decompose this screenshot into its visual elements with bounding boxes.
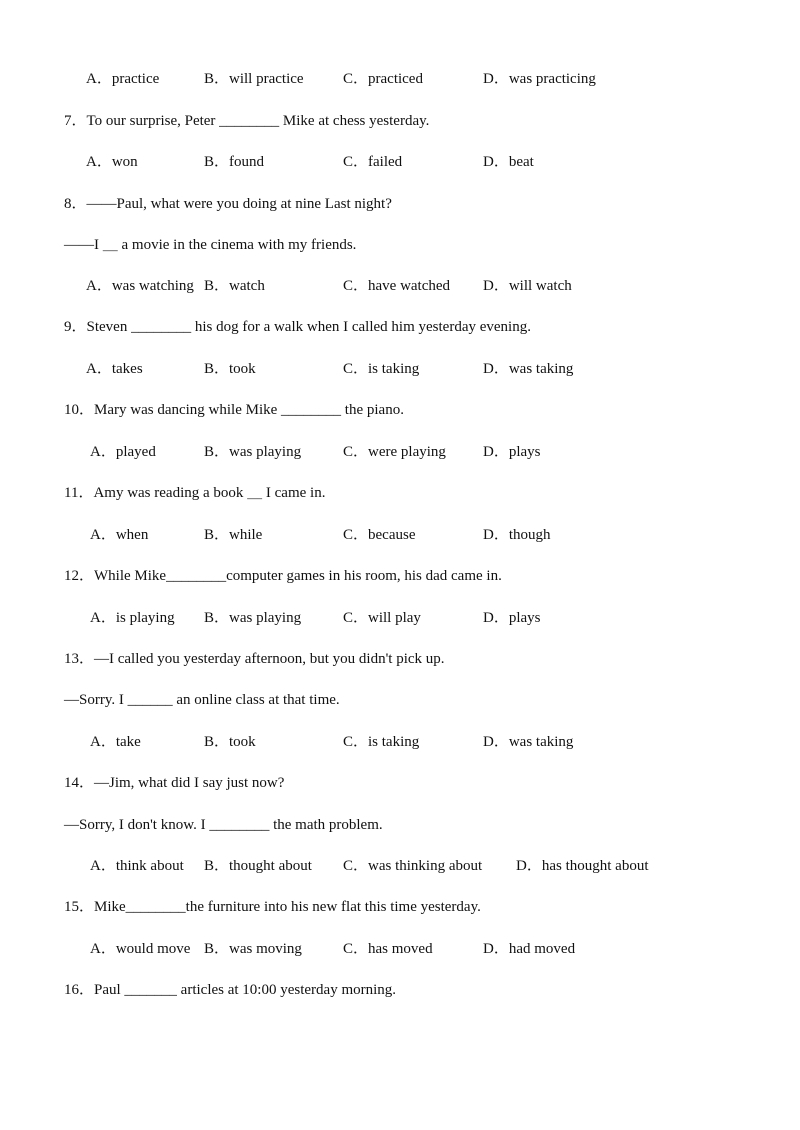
option-c: C．have watched [343, 278, 451, 294]
option-c: C．were playing [343, 444, 446, 460]
option-b: B．took [204, 734, 256, 750]
option-b: B．found [204, 154, 265, 170]
question-11: 11．Amy was reading a book ＿ I came in. [64, 485, 326, 501]
option-c: C．is taking [343, 734, 420, 750]
option-b: B．was moving [204, 941, 302, 957]
option-c: C．is taking [343, 361, 420, 377]
option-d: D．beat [483, 154, 534, 170]
option-d: D．was practicing [483, 71, 596, 87]
question-14: 14．—Jim, what did I say just now? [64, 775, 285, 791]
option-a: A．played [90, 444, 156, 460]
option-d: D．plays [483, 610, 541, 626]
option-b: B．watch [204, 278, 265, 294]
option-a: A．think about [90, 858, 184, 874]
option-b: B．was playing [204, 610, 302, 626]
option-a: A．is playing [90, 610, 175, 626]
question-15: 15．Mike________the furniture into his new flat this time yesterday. [64, 899, 481, 915]
option-c: C．was thinking about [343, 858, 483, 874]
option-b: B．will practice [204, 71, 304, 87]
option-a: A．when [90, 527, 149, 543]
question-7: 7．To our surprise, Peter ________ Mike at chess yesterday. [64, 113, 430, 129]
option-d: D．had moved [483, 941, 576, 957]
option-d: D．has thought about [516, 858, 649, 874]
option-d: D．was taking [483, 734, 574, 750]
option-c: C．because [343, 527, 416, 543]
option-b: B．took [204, 361, 256, 377]
question-14-reply: —Sorry, I don't know. I ________ the math problem. [64, 817, 383, 833]
option-d: D．was taking [483, 361, 574, 377]
option-c: C．practiced [343, 71, 423, 87]
question-9: 9．Steven ________ his dog for a walk when I called him yesterday evening. [64, 319, 531, 335]
option-a: A．was watching [86, 278, 194, 294]
option-d: D．plays [483, 444, 541, 460]
option-d: D．will watch [483, 278, 572, 294]
option-c: C．has moved [343, 941, 433, 957]
option-a: A．takes [86, 361, 143, 377]
option-d: D．though [483, 527, 551, 543]
option-a: A．take [90, 734, 141, 750]
option-c: C．will play [343, 610, 421, 626]
question-8: 8．——Paul, what were you doing at nine Last night? [64, 196, 392, 212]
option-a: A．would move [90, 941, 191, 957]
option-a: A．won [86, 154, 138, 170]
question-10: 10．Mary was dancing while Mike ________ the piano. [64, 402, 404, 418]
option-c: C．failed [343, 154, 403, 170]
option-b: B．was playing [204, 444, 302, 460]
question-12: 12．While Mike________computer games in his room, his dad came in. [64, 568, 502, 584]
option-b: B．thought about [204, 858, 312, 874]
option-a: A．practice [86, 71, 160, 87]
option-b: B．while [204, 527, 263, 543]
question-13-reply: —Sorry. I ______ an online class at that time. [64, 692, 340, 708]
question-13: 13．—I called you yesterday afternoon, but you didn't pick up. [64, 651, 445, 667]
question-16: 16．Paul _______ articles at 10:00 yesterday morning. [64, 982, 397, 998]
question-8-reply: ——I ＿ a movie in the cinema with my friends. [64, 237, 357, 253]
